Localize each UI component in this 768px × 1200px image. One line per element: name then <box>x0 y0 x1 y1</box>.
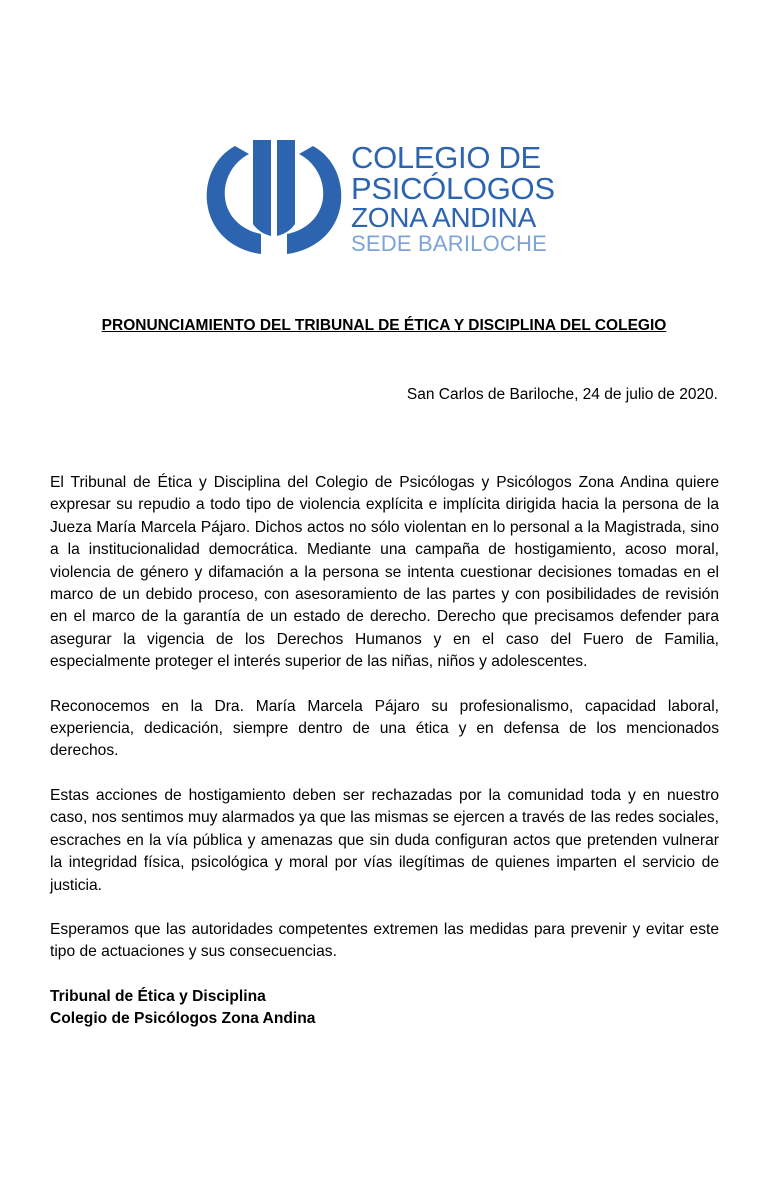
document-date: San Carlos de Bariloche, 24 de julio de 2020. <box>406 386 718 403</box>
organization-logo <box>205 138 555 258</box>
paragraph-4: Esperamos que las autoridades competentes extremen las medidas para prevenir y evitar este tipo de actuaciones y sus consecuencias. <box>50 920 719 961</box>
paragraph-3: Estas acciones de hostigamiento deben ser rechazadas por la comunidad toda y en nuestro caso, nos sentimos muy alarmados ya que las mismas se ejercen a través de las redes sociales, escraches en la vía pública y amenazas que sin duda configuran actos que pretenden vulnerar la integridad física, psicológica y moral por vías ilegítimas de quienes imparten el servicio de justicia. <box>50 786 719 894</box>
paragraph-2: Reconocemos en la Dra. María Marcela Pájaro su profesionalismo, capacidad laboral, experiencia, dedicación, siempre dentro de una ética y en defensa de los mencionados derechos. <box>50 697 719 760</box>
logo-line-2: PSICÓLOGOS <box>351 171 555 206</box>
logo-line-4: SEDE BARILOCHE <box>351 231 547 256</box>
signature-line-2: Colegio de Psicólogos Zona Andina <box>50 1009 316 1027</box>
logo-line-1: COLEGIO DE <box>351 140 541 175</box>
document-body <box>50 472 719 1030</box>
signature-line-1: Tribunal de Ética y Disciplina <box>50 987 266 1005</box>
logo-line-3: ZONA ANDINA <box>351 202 536 233</box>
signature-block <box>50 986 719 1030</box>
paragraph-1: El Tribunal de Ética y Disciplina del Colegio de Psicólogas y Psicólogos Zona Andina quiere expresar su repudio a todo tipo de violencia explícita e implícita dirigida hacia la persona de la Jueza María Marcela Pájaro. Dichos actos no sólo violentan en lo personal a la Magistrada, sino a la institucionalidad democrática. Mediante una campaña de hostigamiento, acoso moral, violencia de género y difamación a la persona se intenta cuestionar decisiones tomadas en el marco de un debido proceso, con asesoramiento de las partes y con posibilidades de revisión en el marco de la garantía de un estado de derecho. Derecho que precisamos defender para asegurar la vigencia de los Derechos Humanos y en el caso del Fuero de Familia, especialmente proteger el interés superior de las niñas, niños y adolescentes. <box>50 474 719 671</box>
psi-symbol-logo-icon <box>205 138 343 256</box>
document-title: PRONUNCIAMIENTO DEL TRIBUNAL DE ÉTICA Y DISCIPLINA DEL COLEGIO <box>101 317 667 334</box>
logo-text <box>351 142 555 255</box>
